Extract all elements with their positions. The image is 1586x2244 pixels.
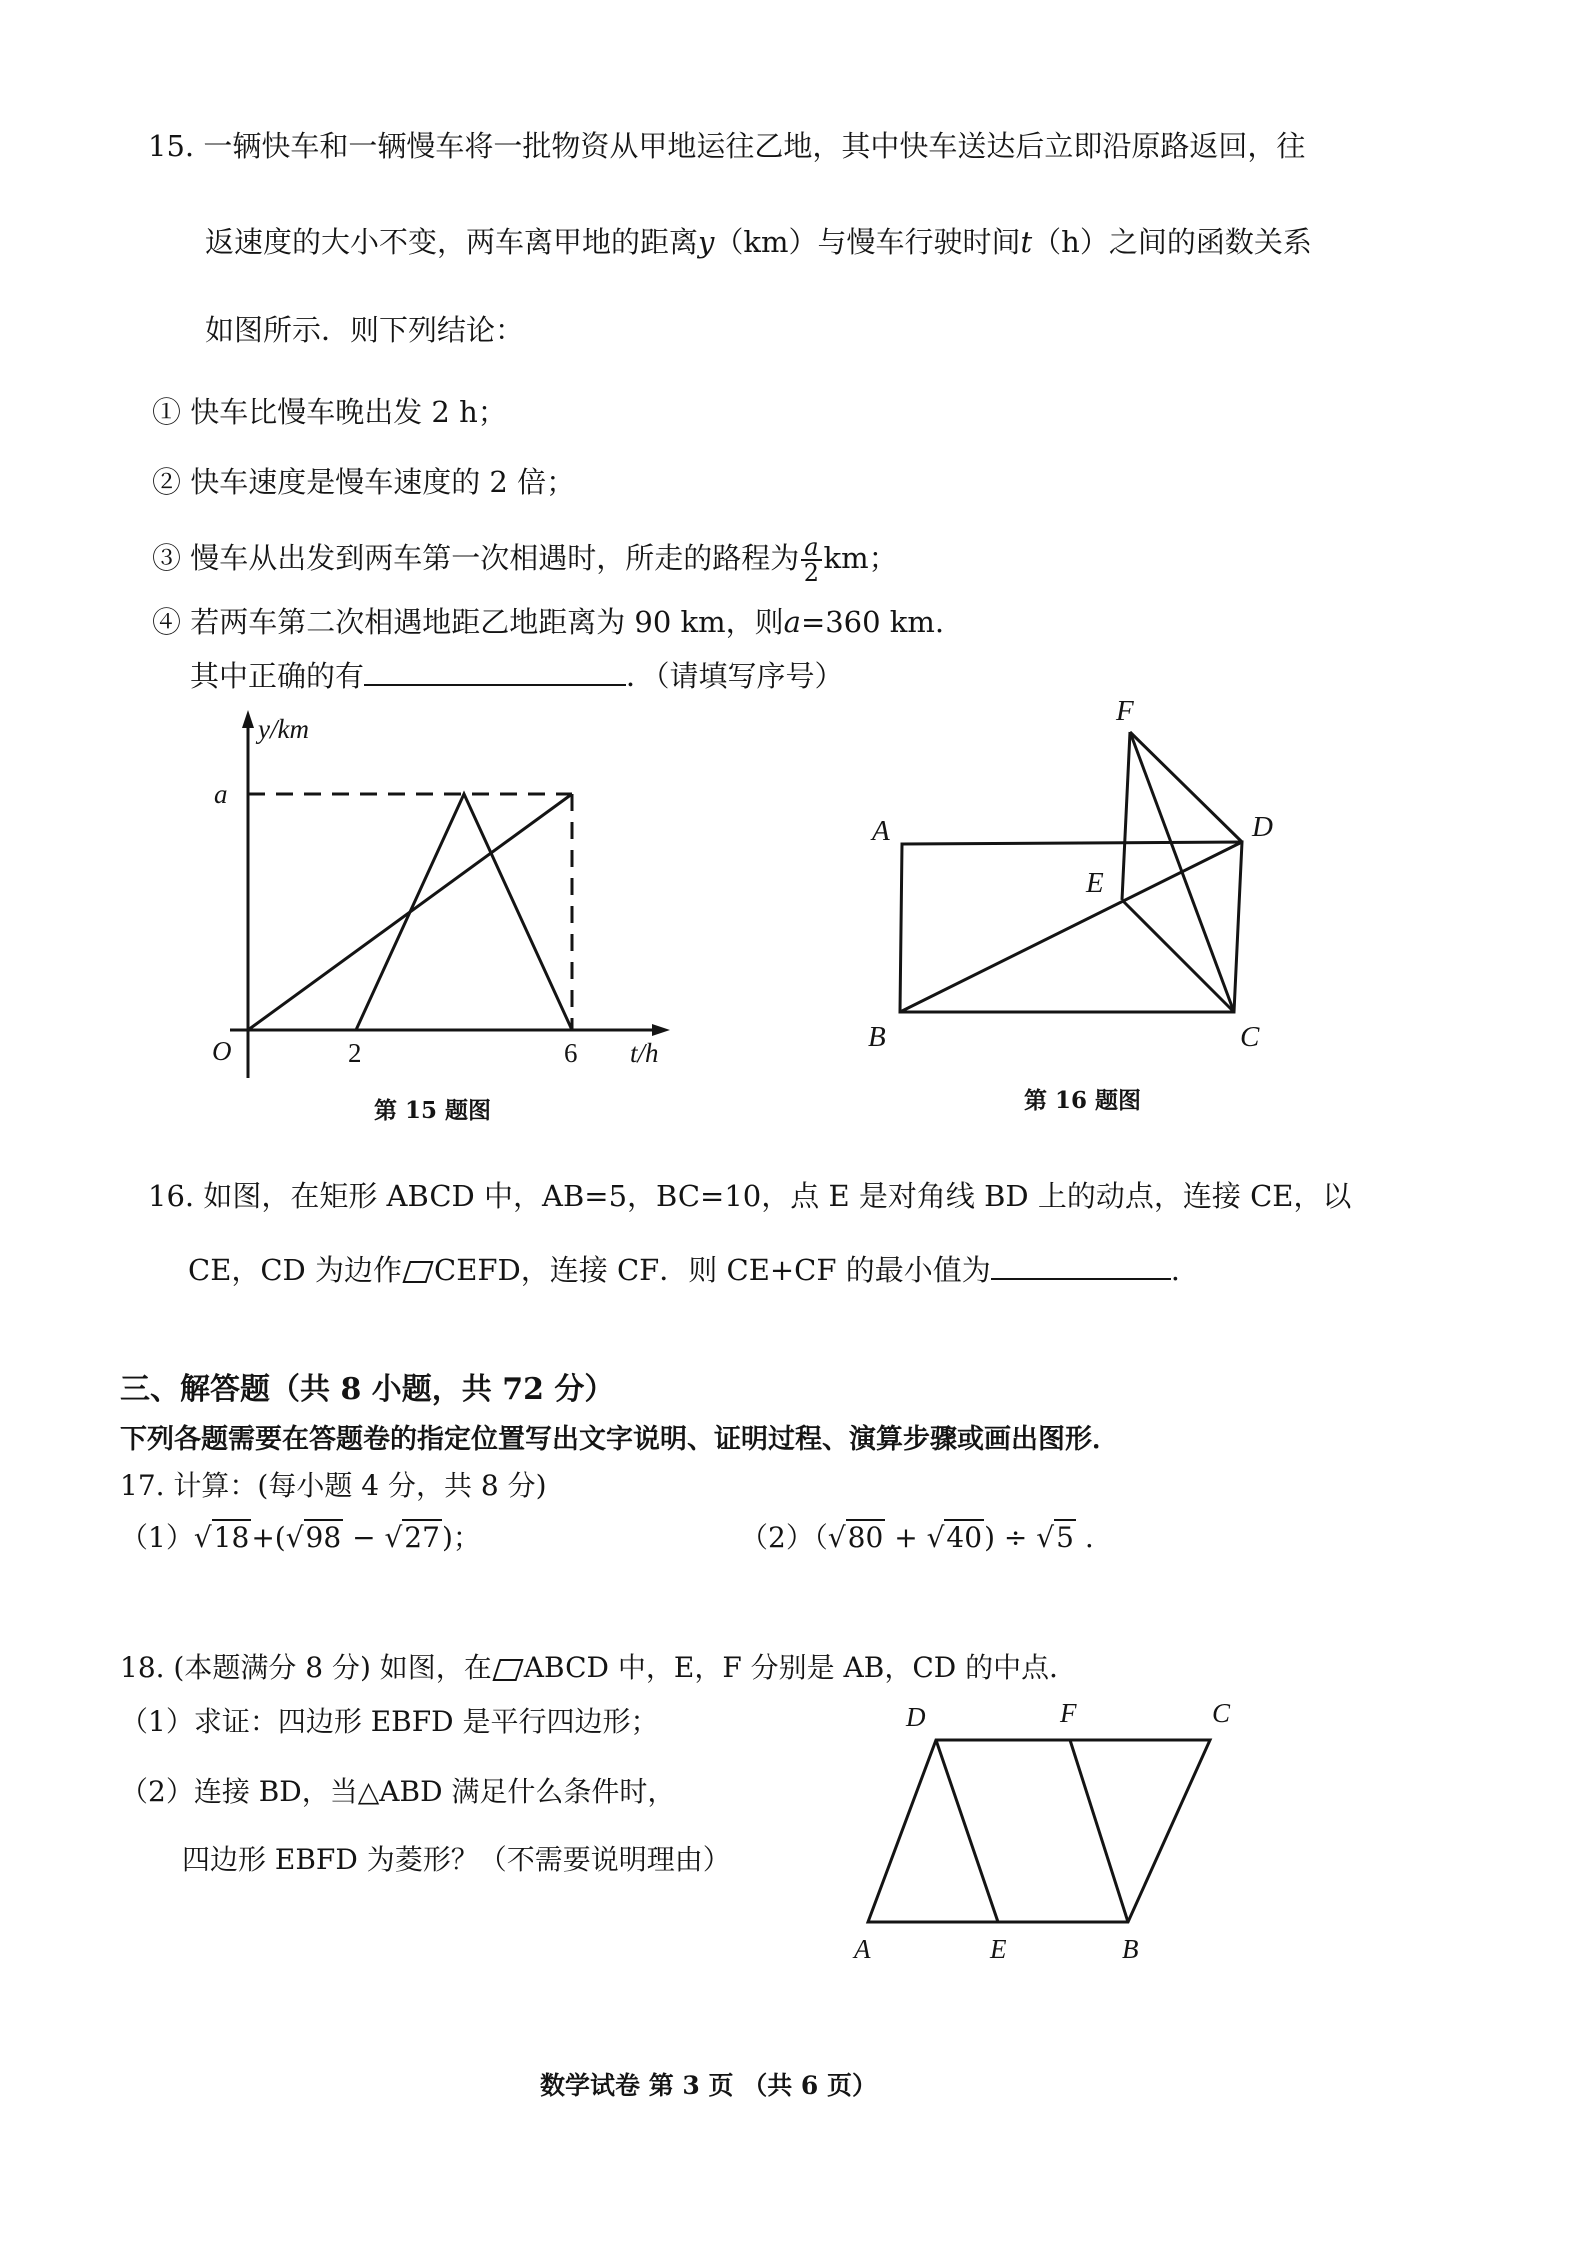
point-b-label: B — [868, 1021, 886, 1053]
q15-conclusion-2: ② 快车速度是慢车速度的 2 倍； — [152, 465, 576, 499]
q15-answer-blank[interactable] — [364, 656, 626, 686]
q16-stem-line2b: CEFD，连接 CF．则 CE+CF 的最小值为 — [434, 1253, 991, 1287]
radicand-27: 27 — [404, 1521, 440, 1554]
q16-line1 — [148, 1178, 1351, 1214]
q15-stem-line2c: （h）之间的函数关系 — [1032, 225, 1312, 259]
q15-c3-unit: km； — [823, 541, 898, 575]
q15-conclusion-1: ① 快车比慢车晚出发 2 h； — [152, 395, 507, 429]
q15-stem-line2b: （km）与慢车行驶时间 — [714, 225, 1021, 259]
q18-part2-cont: 四边形 EBFD 为菱形？（不需要说明理由） — [182, 1843, 731, 1876]
q16-answer-blank[interactable] — [991, 1250, 1171, 1280]
point-d-label: D — [1252, 811, 1273, 843]
q15-c3-text: ③ 慢车从出发到两车第一次相遇时，所走的路程为 — [152, 541, 800, 575]
q17-p1-end: )； — [441, 1521, 481, 1554]
parallelogram-symbol-icon — [402, 1261, 433, 1283]
q17-p1-label: （1） — [120, 1521, 194, 1554]
parallelogram-abcd — [868, 1740, 1210, 1922]
segment-fb — [1070, 1740, 1128, 1922]
q17-p2-end: . — [1075, 1521, 1094, 1554]
x-axis-label: t/h — [630, 1038, 659, 1068]
diagonal-bd — [900, 842, 1242, 1012]
point-a-label: A — [854, 1934, 871, 1964]
radicand-98: 98 — [305, 1521, 342, 1554]
q16-figure — [860, 690, 1300, 1070]
q18-line1 — [120, 1650, 1077, 1686]
fraction-numerator: a — [801, 535, 821, 561]
origin-label: O — [212, 1036, 232, 1066]
q18-stem-a: 18. (本题满分 8 分) 如图，在 — [120, 1651, 492, 1684]
a-tick-label: a — [214, 779, 228, 809]
q17-p1-minus: − — [343, 1521, 385, 1554]
x-axis-arrow-icon — [652, 1024, 670, 1036]
q15-stem-line1: 一辆快车和一辆慢车将一批物资从甲地运往乙地，其中快车送达后立即沿原路返回，往 — [203, 129, 1306, 163]
q15-line3: 如图所示．则下列结论： — [205, 313, 525, 347]
q15-c4-text: ④ 若两车第二次相遇地距乙地距离为 90 km，则 — [152, 605, 784, 639]
y-axis-arrow-icon — [242, 710, 254, 728]
segment-cf — [1130, 732, 1234, 1012]
point-f-label: F — [1060, 1698, 1077, 1728]
q15-line1 — [148, 128, 1305, 164]
point-a-label: A — [872, 815, 890, 847]
page-footer: 数学试卷 第 3 页 （共 6 页） — [540, 2071, 878, 2100]
radicand-5: 5 — [1056, 1521, 1074, 1554]
radicand-80: 80 — [847, 1521, 884, 1554]
point-b-label: B — [1122, 1934, 1139, 1964]
q15-c4-value: =360 km. — [800, 605, 945, 639]
q17-p1-op: +( — [251, 1521, 286, 1554]
q15-line2 — [205, 224, 1312, 260]
q18-part2: （2）连接 BD，当△ABD 满足什么条件时， — [120, 1775, 676, 1808]
q17-part1: （1）√18+(√98 − √27)； — [120, 1521, 481, 1554]
q16-number: 16. — [148, 1179, 195, 1213]
q15-conclusion-3 — [152, 528, 898, 588]
q17-p2-plus: + — [885, 1521, 927, 1554]
q18-figure — [840, 1690, 1260, 1980]
parallelogram-symbol-icon — [492, 1659, 523, 1681]
fraction-a-over-2 — [801, 535, 821, 585]
q18-stem-b: ABCD 中，E，F 分别是 AB，CD 的中点． — [523, 1651, 1078, 1684]
q17-line1: 17. 计算：(每小题 4 分，共 8 分) — [120, 1469, 547, 1502]
q15-stem-line2a: 返速度的大小不变，两车离甲地的距离 — [205, 225, 699, 259]
radicand-18: 18 — [213, 1521, 250, 1554]
y-axis-label: y/km — [258, 714, 309, 744]
q15-answer-hint: ．（请填写序号） — [626, 659, 844, 693]
point-e-label: E — [990, 1934, 1007, 1964]
q15-graph — [200, 700, 680, 1100]
x-tick-6: 6 — [564, 1038, 578, 1068]
q17-p2-label: （2）（ — [740, 1521, 828, 1554]
q16-figure-caption: 第 16 题图 — [1024, 1087, 1142, 1114]
segment-fd — [1130, 732, 1242, 842]
var-t: t — [1020, 225, 1033, 259]
section3-title: 三、解答题（共 8 小题，共 72 分） — [120, 1372, 615, 1407]
point-c-label: C — [1240, 1021, 1260, 1053]
q15-number: 15. — [148, 129, 195, 163]
q15-answer-line — [190, 656, 844, 694]
section3-instruction: 下列各题需要在答题卷的指定位置写出文字说明、证明过程、演算步骤或画出图形． — [120, 1424, 1119, 1455]
q16-stem-line2a: CE，CD 为边作 — [188, 1253, 403, 1287]
q15-conclusion-4 — [152, 604, 944, 640]
q16-stem-line1: 如图，在矩形 ABCD 中，AB=5，BC=10，点 E 是对角线 BD 上的动点，连接 CE，以 — [203, 1179, 1352, 1213]
point-f-label: F — [1116, 695, 1134, 727]
q15-figure-caption: 第 15 题图 — [374, 1097, 492, 1124]
segment-ef — [1122, 732, 1130, 900]
point-d-label: D — [906, 1702, 926, 1732]
q17-part2: （2）（√80 + √40) ÷ √5 . — [740, 1521, 1094, 1554]
q15-answer-prompt: 其中正确的有 — [190, 659, 365, 693]
q16-period: . — [1170, 1253, 1180, 1287]
var-y: y — [698, 225, 715, 259]
point-c-label: C — [1212, 1698, 1231, 1728]
segment-ce — [1122, 900, 1234, 1012]
segment-de — [936, 1740, 998, 1922]
radicand-40: 40 — [946, 1521, 983, 1554]
q17-p2-div: ) ÷ — [984, 1521, 1037, 1554]
q18-part1: （1）求证：四边形 EBFD 是平行四边形； — [120, 1705, 659, 1738]
var-a: a — [783, 605, 801, 639]
q16-line2 — [188, 1250, 1180, 1288]
fast-car-line — [356, 794, 572, 1030]
point-e-label: E — [1086, 867, 1104, 899]
fraction-denominator: 2 — [803, 559, 820, 587]
x-tick-2: 2 — [348, 1038, 362, 1068]
